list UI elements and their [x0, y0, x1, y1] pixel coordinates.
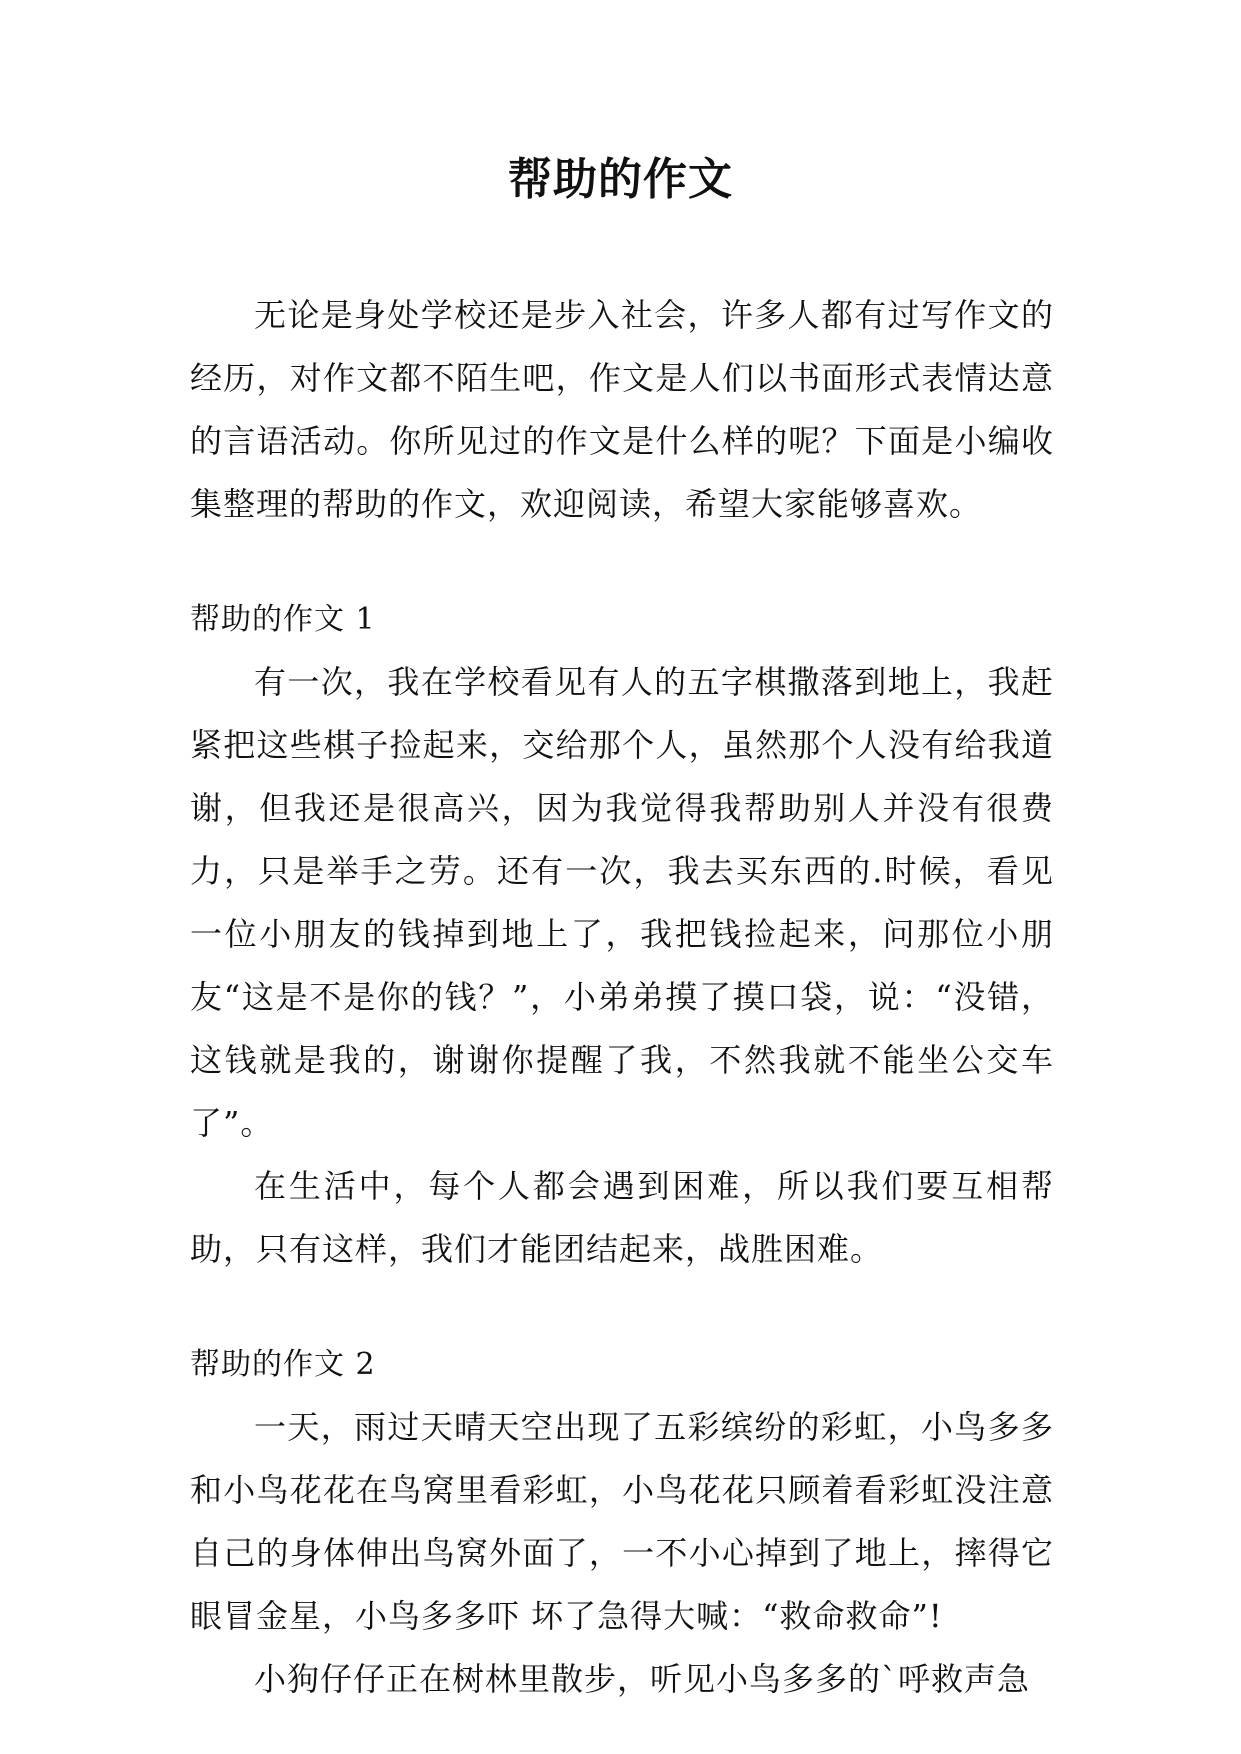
- section-2-paragraph-1: 一天，雨过天晴天空出现了五彩缤纷的彩虹，小鸟多多和小鸟花花在鸟窝里看彩虹，小鸟花花只顾着看彩虹没注意自己的身体伸出鸟窝外面了，一不小心掉到了地上，摔得它眼冒金星，小鸟多多吓 坏了急得大喊：“救命救命”!: [190, 1408, 1054, 1635]
- section-heading-1: 帮助的作文 1: [190, 602, 376, 637]
- section-gap: [190, 1281, 1054, 1333]
- section-heading-2: 帮助的作文 2: [190, 1347, 376, 1382]
- section-1-paragraph-2: 在生活中，每个人都会遇到困难，所以我们要互相帮助，只有这样，我们才能团结起来，战胜困难。: [190, 1167, 1054, 1268]
- document-title: 帮助的作文: [508, 154, 733, 205]
- section-2-paragraph-2: 小狗仔仔正在树林里散步，听见小鸟多多的`呼救声急: [254, 1660, 1031, 1698]
- document-body: [190, 284, 1054, 1711]
- intro-paragraph: 无论是身处学校还是步入社会，许多人都有过写作文的经历，对作文都不陌生吧，作文是人们以书面形式表情达意的言语活动。你所见过的作文是什么样的呢？下面是小编收集整理的帮助的作文，欢迎阅读，希望大家能够喜欢。: [190, 296, 1054, 523]
- section-1-paragraph-1: 有一次，我在学校看见有人的五字棋撒落到地上，我赶紧把这些棋子捡起来，交给那个人，虽然那个人没有给我道谢，但我还是很高兴，因为我觉得我帮助别人并没有很费力，只是举手之劳。还有一次，我去买东西的.时候，看见一位小朋友的钱掉到地上了，我把钱捡起来，问那位小朋友“这是不是你的钱？”，小弟弟摸了摸口袋，说：“没错，这钱就是我的，谢谢你提醒了我，不然我就不能坐公交车了”。: [190, 663, 1054, 1142]
- section-gap: [190, 536, 1054, 588]
